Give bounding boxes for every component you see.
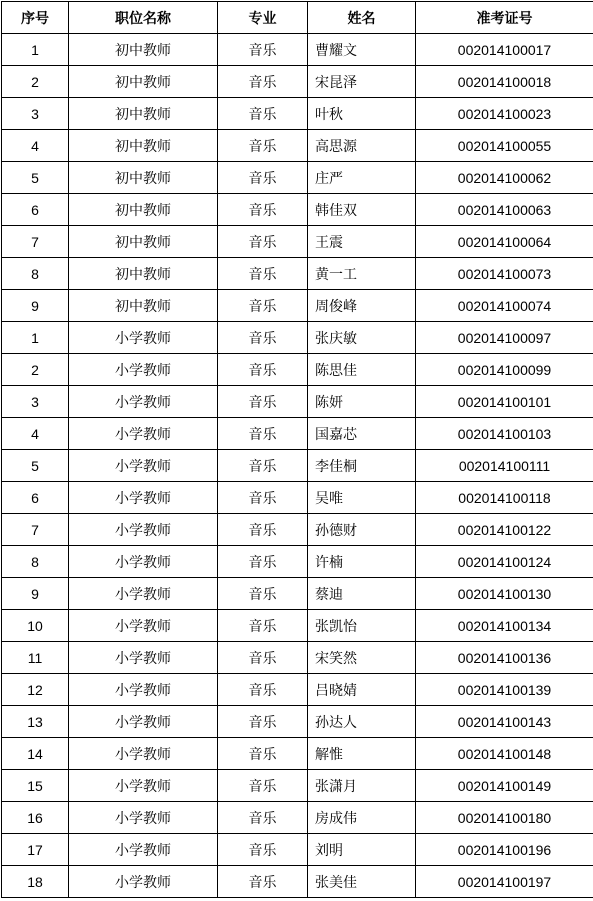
- header-row: [2, 2, 593, 34]
- row-major: 音乐: [218, 866, 308, 898]
- row-index: 1: [2, 34, 69, 66]
- row-position: 小学教师: [69, 578, 218, 610]
- row-position: 初中教师: [69, 194, 218, 226]
- row-exam-no: 002014100149: [416, 770, 593, 802]
- row-position: 初中教师: [69, 130, 218, 162]
- table-row: [2, 706, 593, 738]
- row-index: 3: [2, 386, 69, 418]
- row-major: 音乐: [218, 674, 308, 706]
- row-major: 音乐: [218, 610, 308, 642]
- row-major: 音乐: [218, 418, 308, 450]
- row-exam-no: 002014100118: [416, 482, 593, 514]
- row-major: 音乐: [218, 322, 308, 354]
- row-name: 张潇月: [308, 770, 416, 802]
- row-major: 音乐: [218, 770, 308, 802]
- row-exam-no: 002014100023: [416, 98, 593, 130]
- row-name: 解惟: [308, 738, 416, 770]
- row-major: 音乐: [218, 578, 308, 610]
- table-row: [2, 258, 593, 290]
- row-exam-no: 002014100134: [416, 610, 593, 642]
- row-index: 6: [2, 194, 69, 226]
- row-name: 叶秋: [308, 98, 416, 130]
- row-major: 音乐: [218, 482, 308, 514]
- row-index: 9: [2, 578, 69, 610]
- table-row: [2, 802, 593, 834]
- row-name: 许楠: [308, 546, 416, 578]
- row-major: 音乐: [218, 354, 308, 386]
- header-name: 姓名: [308, 2, 416, 34]
- row-major: 音乐: [218, 130, 308, 162]
- row-name: 张凯怡: [308, 610, 416, 642]
- row-index: 13: [2, 706, 69, 738]
- row-index: 6: [2, 482, 69, 514]
- table-row: [2, 418, 593, 450]
- row-position: 小学教师: [69, 706, 218, 738]
- row-exam-no: 002014100130: [416, 578, 593, 610]
- row-exam-no: 002014100111: [416, 450, 593, 482]
- row-name: 张美佳: [308, 866, 416, 898]
- row-index: 18: [2, 866, 69, 898]
- row-position: 小学教师: [69, 770, 218, 802]
- row-exam-no: 002014100139: [416, 674, 593, 706]
- row-name: 刘明: [308, 834, 416, 866]
- table-row: [2, 34, 593, 66]
- table-row: [2, 738, 593, 770]
- row-position: 小学教师: [69, 354, 218, 386]
- row-index: 10: [2, 610, 69, 642]
- row-exam-no: 002014100143: [416, 706, 593, 738]
- row-name: 吕晓婧: [308, 674, 416, 706]
- row-name: 宋笑然: [308, 642, 416, 674]
- table-row: [2, 322, 593, 354]
- row-position: 初中教师: [69, 162, 218, 194]
- row-index: 4: [2, 130, 69, 162]
- row-index: 5: [2, 162, 69, 194]
- row-index: 4: [2, 418, 69, 450]
- row-major: 音乐: [218, 258, 308, 290]
- row-position: 小学教师: [69, 514, 218, 546]
- table-row: [2, 290, 593, 322]
- row-index: 15: [2, 770, 69, 802]
- table-row: [2, 194, 593, 226]
- row-position: 初中教师: [69, 34, 218, 66]
- row-exam-no: 002014100101: [416, 386, 593, 418]
- row-exam-no: 002014100103: [416, 418, 593, 450]
- row-exam-no: 002014100063: [416, 194, 593, 226]
- row-name: 王震: [308, 226, 416, 258]
- row-exam-no: 002014100055: [416, 130, 593, 162]
- table-row: [2, 834, 593, 866]
- header-position: 职位名称: [69, 2, 218, 34]
- row-exam-no: 002014100124: [416, 546, 593, 578]
- row-index: 16: [2, 802, 69, 834]
- row-major: 音乐: [218, 194, 308, 226]
- row-position: 小学教师: [69, 482, 218, 514]
- row-exam-no: 002014100148: [416, 738, 593, 770]
- row-index: 1: [2, 322, 69, 354]
- row-major: 音乐: [218, 226, 308, 258]
- row-name: 庄严: [308, 162, 416, 194]
- row-name: 张庆敏: [308, 322, 416, 354]
- row-position: 小学教师: [69, 450, 218, 482]
- row-index: 8: [2, 546, 69, 578]
- row-position: 小学教师: [69, 674, 218, 706]
- table-row: [2, 642, 593, 674]
- truncated-footer-text: [1, 895, 361, 901]
- table-row: [2, 162, 593, 194]
- row-position: 小学教师: [69, 418, 218, 450]
- table-row: [2, 514, 593, 546]
- row-exam-no: 002014100122: [416, 514, 593, 546]
- table-row: [2, 866, 593, 898]
- row-index: 9: [2, 290, 69, 322]
- row-position: 小学教师: [69, 738, 218, 770]
- row-index: 12: [2, 674, 69, 706]
- row-index: 5: [2, 450, 69, 482]
- table-row: [2, 578, 593, 610]
- table-row: [2, 66, 593, 98]
- row-major: 音乐: [218, 34, 308, 66]
- row-index: 2: [2, 354, 69, 386]
- row-position: 小学教师: [69, 802, 218, 834]
- row-exam-no: 002014100064: [416, 226, 593, 258]
- row-position: 初中教师: [69, 226, 218, 258]
- table-row: [2, 386, 593, 418]
- row-name: 吴唯: [308, 482, 416, 514]
- table-body: [2, 34, 593, 898]
- row-position: 小学教师: [69, 546, 218, 578]
- row-major: 音乐: [218, 706, 308, 738]
- row-exam-no: 002014100062: [416, 162, 593, 194]
- table-row: [2, 546, 593, 578]
- row-index: 2: [2, 66, 69, 98]
- row-position: 初中教师: [69, 258, 218, 290]
- row-major: 音乐: [218, 514, 308, 546]
- row-major: 音乐: [218, 290, 308, 322]
- row-index: 11: [2, 642, 69, 674]
- row-name: 李佳桐: [308, 450, 416, 482]
- row-name: 国嘉芯: [308, 418, 416, 450]
- header-major: 专业: [218, 2, 308, 34]
- row-position: 小学教师: [69, 386, 218, 418]
- row-position: 小学教师: [69, 834, 218, 866]
- table-row: [2, 354, 593, 386]
- row-index: 3: [2, 98, 69, 130]
- row-name: 陈思佳: [308, 354, 416, 386]
- row-name: 陈妍: [308, 386, 416, 418]
- table-header: [2, 2, 593, 34]
- row-index: 7: [2, 226, 69, 258]
- row-exam-no: 002014100136: [416, 642, 593, 674]
- row-position: 小学教师: [69, 610, 218, 642]
- row-position: 小学教师: [69, 322, 218, 354]
- row-name: 宋昆泽: [308, 66, 416, 98]
- row-index: 7: [2, 514, 69, 546]
- row-name: 孙德财: [308, 514, 416, 546]
- row-name: 蔡迪: [308, 578, 416, 610]
- table-row: [2, 610, 593, 642]
- row-exam-no: 002014100196: [416, 834, 593, 866]
- row-exam-no: 002014100099: [416, 354, 593, 386]
- row-exam-no: 002014100097: [416, 322, 593, 354]
- row-major: 音乐: [218, 834, 308, 866]
- row-name: 曹耀文: [308, 34, 416, 66]
- row-name: 黄一工: [308, 258, 416, 290]
- roster-table: [1, 1, 593, 898]
- row-index: 8: [2, 258, 69, 290]
- table-row: [2, 482, 593, 514]
- row-major: 音乐: [218, 98, 308, 130]
- row-name: 高思源: [308, 130, 416, 162]
- row-index: 17: [2, 834, 69, 866]
- row-name: 孙达人: [308, 706, 416, 738]
- row-name: 房成伟: [308, 802, 416, 834]
- row-exam-no: 002014100018: [416, 66, 593, 98]
- row-major: 音乐: [218, 642, 308, 674]
- table-row: [2, 674, 593, 706]
- row-position: 初中教师: [69, 66, 218, 98]
- row-major: 音乐: [218, 386, 308, 418]
- row-position: 小学教师: [69, 866, 218, 898]
- row-exam-no: 002014100197: [416, 866, 593, 898]
- row-major: 音乐: [218, 66, 308, 98]
- row-name: 周俊峰: [308, 290, 416, 322]
- row-major: 音乐: [218, 450, 308, 482]
- row-name: 韩佳双: [308, 194, 416, 226]
- header-index: 序号: [2, 2, 69, 34]
- table-row: [2, 450, 593, 482]
- row-exam-no: 002014100017: [416, 34, 593, 66]
- row-major: 音乐: [218, 546, 308, 578]
- table-row: [2, 226, 593, 258]
- table-row: [2, 130, 593, 162]
- row-exam-no: 002014100074: [416, 290, 593, 322]
- table-row: [2, 98, 593, 130]
- row-index: 14: [2, 738, 69, 770]
- row-major: 音乐: [218, 162, 308, 194]
- row-exam-no: 002014100180: [416, 802, 593, 834]
- row-position: 小学教师: [69, 642, 218, 674]
- header-exam-no: 准考证号: [416, 2, 593, 34]
- table-row: [2, 770, 593, 802]
- row-position: 初中教师: [69, 290, 218, 322]
- row-position: 初中教师: [69, 98, 218, 130]
- row-major: 音乐: [218, 738, 308, 770]
- row-major: 音乐: [218, 802, 308, 834]
- row-exam-no: 002014100073: [416, 258, 593, 290]
